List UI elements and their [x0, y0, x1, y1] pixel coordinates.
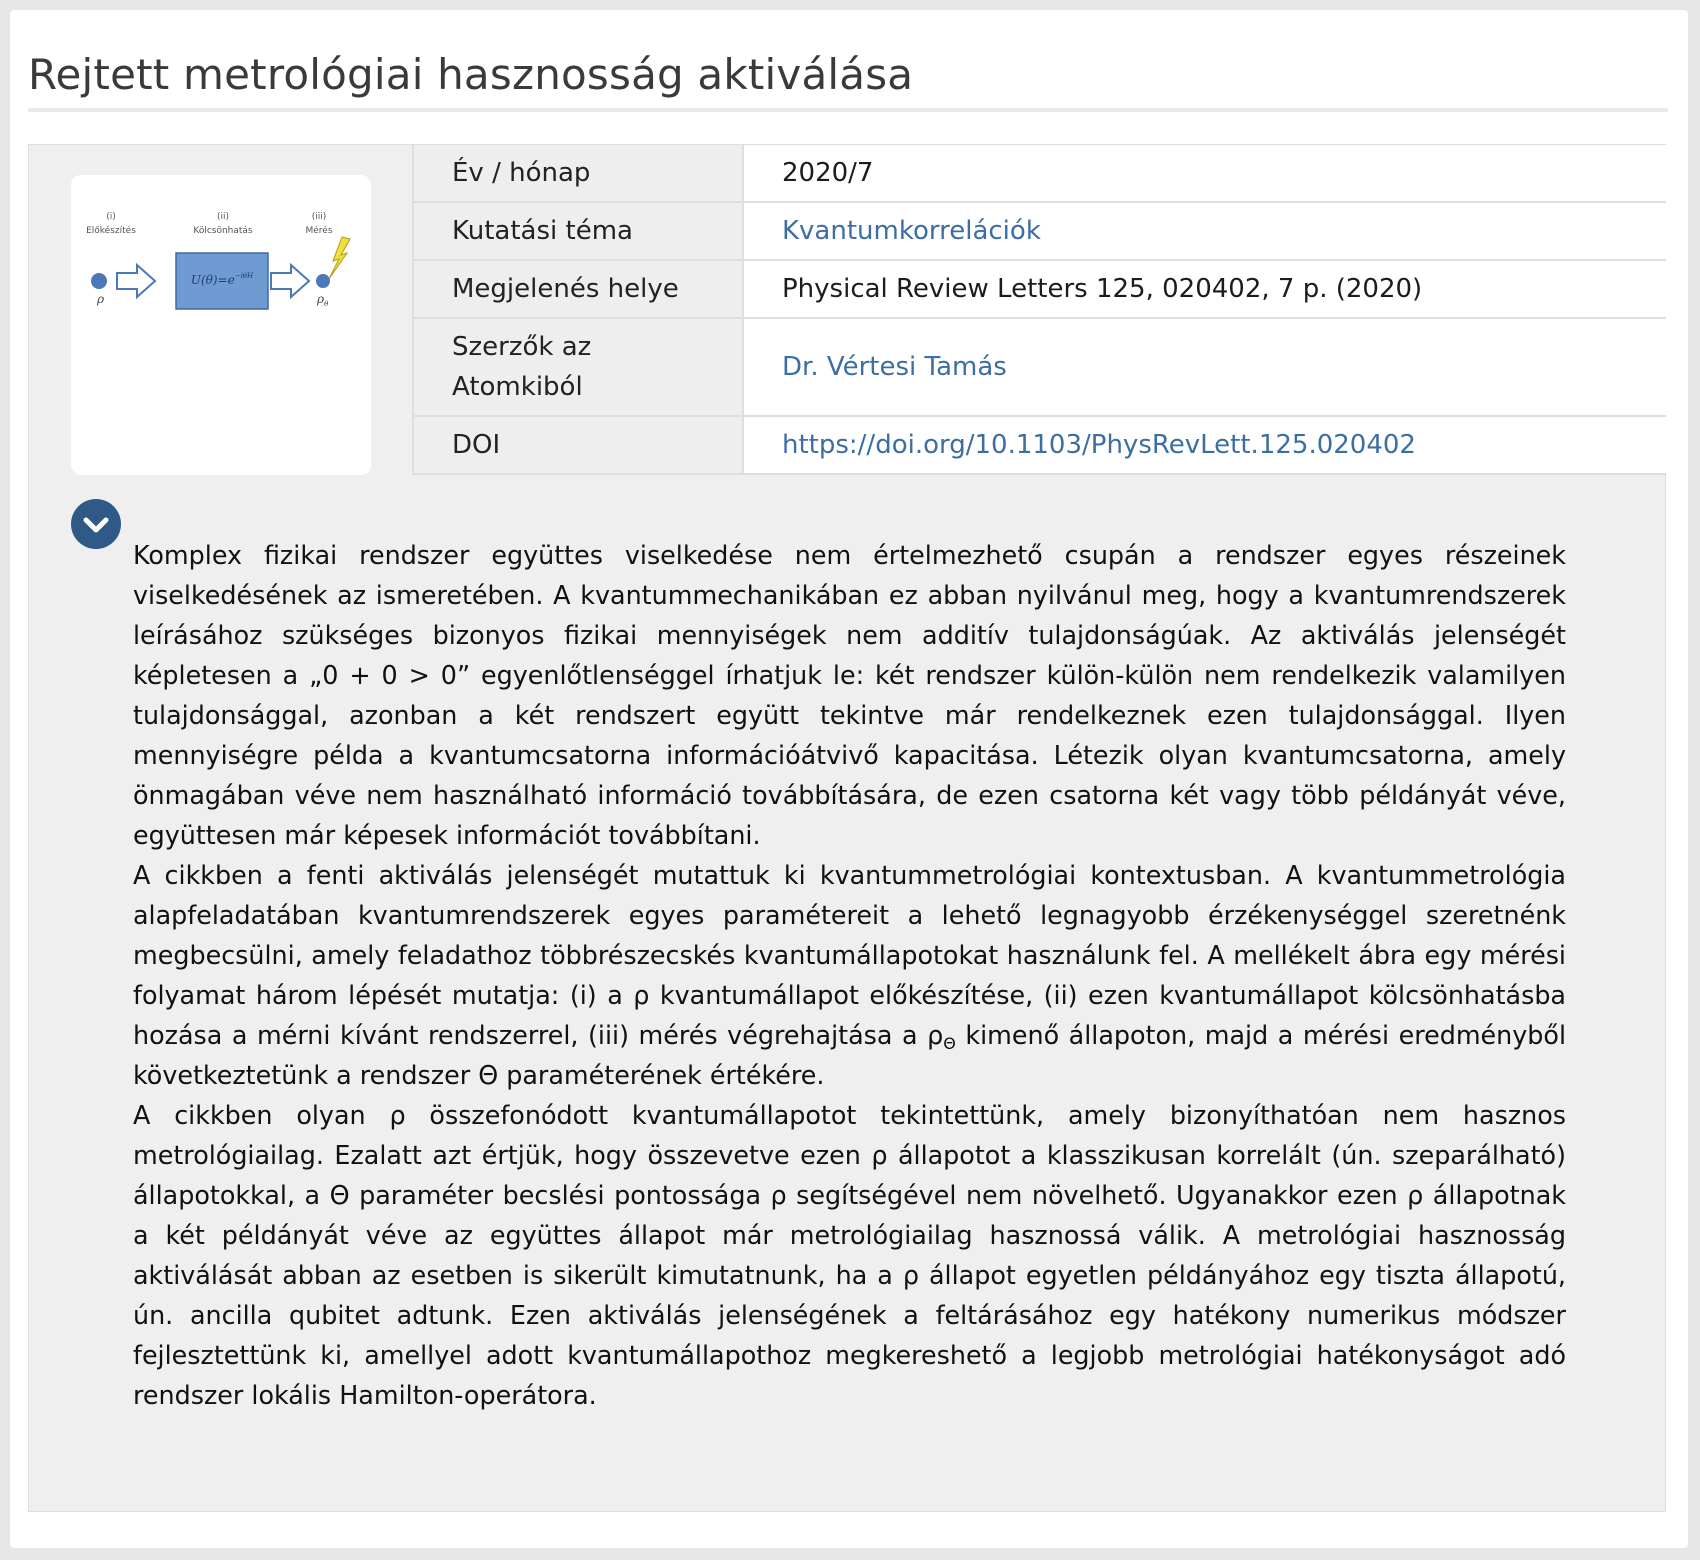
step3-number: (iii) — [311, 212, 327, 222]
step2-number: (ii) — [216, 212, 230, 222]
expand-toggle-button[interactable] — [71, 499, 121, 549]
step1-label: Előkészítés — [86, 226, 136, 236]
author-link[interactable]: Dr. Vértesi Tamás — [782, 352, 1007, 382]
title-divider — [28, 108, 1668, 112]
unitary-formula: U(θ)=e — [190, 273, 235, 287]
publication-metadata — [412, 145, 1666, 475]
authors-label-line1: Szerzők az — [452, 332, 592, 362]
year-label: Év / hónap — [413, 145, 743, 202]
year-value: 2020/7 — [743, 145, 1666, 202]
chevron-down-icon — [71, 499, 121, 549]
measurement-process-diagram — [71, 175, 371, 475]
svg-text:ρθ — [316, 292, 329, 308]
output-state-label: ρ — [317, 292, 325, 306]
arrow-icon — [117, 265, 155, 297]
meta-row-authors — [413, 318, 1666, 416]
doi-label: DOI — [413, 416, 743, 474]
unitary-exponent: −iθH — [234, 272, 254, 280]
topic-label: Kutatási téma — [413, 202, 743, 260]
abstract-text — [133, 535, 1566, 1415]
step1-number: (i) — [106, 212, 116, 222]
venue-label: Megjelenés helye — [413, 260, 743, 318]
publication-card — [28, 144, 1666, 1512]
page-title: Rejtett metrológiai hasznosság aktiválása — [28, 50, 914, 99]
input-state-dot — [91, 273, 107, 289]
venue-value: Physical Review Letters 125, 020402, 7 p. (2020) — [743, 260, 1666, 318]
publication-figure[interactable] — [71, 175, 371, 475]
step3-label: Mérés — [305, 226, 333, 236]
output-state-dot — [316, 274, 330, 288]
topic-link[interactable]: Kvantumkorrelációk — [782, 216, 1041, 246]
output-state-subscript: θ — [324, 300, 329, 308]
arrow-icon — [271, 265, 309, 297]
meta-row-venue — [413, 260, 1666, 318]
abstract-paragraph-3: A cikkben olyan ρ összefonódott kvantumállapotot tekintettünk, amely bizonyíthatóan nem hasznos metrológiailag. Ezalatt azt értjük, hogy összevetve ezen ρ állapotot a klasszikusan korrelált (ún. szeparálható) állapotokkal, a Θ paraméter becslési pontossága ρ segítségével nem növelhető. Ugyanakkor ezen ρ állapotnak a két példányát véve az együttes állapot már metrológiailag hasznossá válik. A metrológiai hasznosság aktiválását abban az esetben is sikerült kimutatnunk, ha a ρ állapot egyetlen példányához egy tiszta állapotú, ún. ancilla qubitet adtunk. Ezen aktiválás jelenségének a feltárásához egy hatékony numerikus módszer fejlesztettünk ki, amellyel adott kvantumállapothoz megkereshető a legjobb metrológiai hatékonyságot adó rendszer lokális Hamilton-operátora. — [133, 1100, 1566, 1410]
doi-link[interactable]: https://doi.org/10.1103/PhysRevLett.125.020402 — [782, 430, 1416, 460]
meta-row-doi — [413, 416, 1666, 474]
lightning-icon — [329, 237, 350, 279]
page — [10, 10, 1688, 1548]
authors-label — [413, 318, 743, 416]
meta-row-year — [413, 145, 1666, 202]
step2-label: Kölcsönhatás — [193, 226, 253, 236]
input-state-label: ρ — [97, 292, 105, 306]
abstract-paragraph-2: A cikkben a fenti aktiválás jelenségét mutattuk ki kvantummetrológiai kontextusban. A kvantummetrológia alapfeladatában kvantumrendszerek egyes paramétereit a lehető legnagyobb érzékenységgel szeretnénk megbecsülni, amely feladathoz többrészecskés kvantumállapotokat használunk fel. A mellékelt ábra egy mérési folyamat három lépését mutatja: (i) a ρ kvantumállapot előkészítése, (ii) ezen kvantumállapot kölcsönhatásba hozása a mérni kívánt rendszerrel, (iii) mérés végrehajtása a $\rho_\Theta$ kimenő állapoton, majd a mérési eredményből következtetünk a rendszer Θ paraméterének értékére. — [133, 860, 1566, 1090]
abstract-paragraph-1: Komplex fizikai rendszer együttes viselkedése nem értelmezhető csupán a rendszer egyes részeinek viselkedésének az ismeretében. A kvantummechanikában ez abban nyilvánul meg, hogy a kvantumrendszerek leírásához szükséges bizonyos fizikai mennyiségek nem additív tulajdonságúak. Az aktiválás jelenségét képletesen a „0 + 0 > 0” egyenlőtlenséggel írhatjuk le: két rendszer külön-külön nem rendelkezik valamilyen tulajdonsággal, azonban a két rendszert együtt tekintve már rendelkeznek ezen tulajdonsággal. Ilyen mennyiségre példa a kvantumcsatorna információátvivő kapacitása. Létezik olyan kvantumcsatorna, amely önmagában véve nem használható információ továbbítására, de ezen csatorna két vagy több példányát véve, együttesen már képesek információt továbbítani. — [133, 540, 1566, 850]
authors-label-line2: Atomkiból — [452, 372, 583, 402]
meta-row-topic — [413, 202, 1666, 260]
